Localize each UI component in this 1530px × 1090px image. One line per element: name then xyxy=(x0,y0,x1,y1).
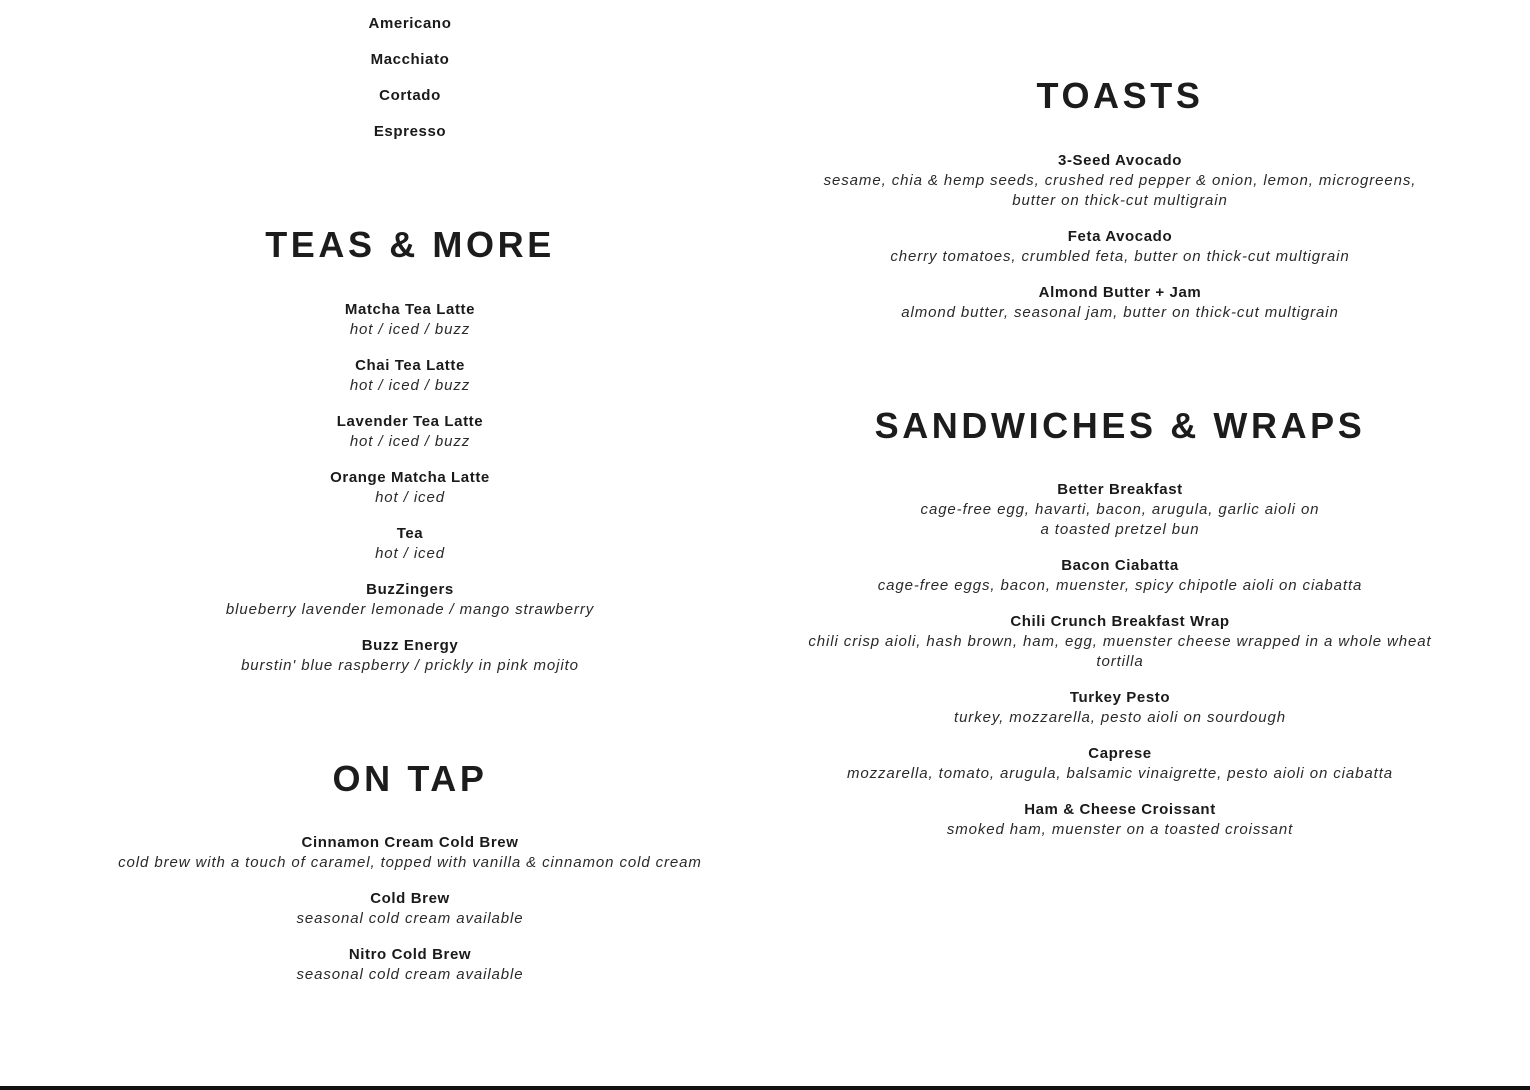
menu-item-name: Caprese xyxy=(1088,745,1152,762)
menu-item-description: hot / iced xyxy=(375,545,445,562)
menu-item-description: chili crisp aioli, hash brown, ham, egg, muenster cheese wrapped in a whole wheat xyxy=(808,633,1432,650)
menu-item-description: tortilla xyxy=(1096,653,1144,670)
section-heading-on-tap: ON TAP xyxy=(332,758,488,799)
menu-item-name: BuzZingers xyxy=(366,581,454,598)
menu-item-name: Orange Matcha Latte xyxy=(330,469,490,486)
menu-item-name: Feta Avocado xyxy=(1067,228,1173,245)
menu-item-name: Tea xyxy=(396,525,424,542)
menu-item-name: Better Breakfast xyxy=(1057,481,1183,498)
section-heading-toasts: TOASTS xyxy=(1036,75,1204,116)
menu-item-name: Ham & Cheese Croissant xyxy=(1024,801,1216,818)
menu-item-name: Chili Crunch Breakfast Wrap xyxy=(1010,613,1230,630)
menu-item-description: turkey, mozzarella, pesto aioli on sourdough xyxy=(954,709,1286,726)
menu-item-description: smoked ham, muenster on a toasted croissant xyxy=(946,821,1294,838)
menu-item-name: Cinnamon Cream Cold Brew xyxy=(301,834,519,851)
section-heading-sandwiches-wraps: SANDWICHES & WRAPS xyxy=(874,405,1366,446)
menu-item-name: Nitro Cold Brew xyxy=(348,946,472,963)
menu-item-name: Americano xyxy=(368,15,452,32)
menu-item-description: seasonal cold cream available xyxy=(296,966,524,983)
menu-item-description: cherry tomatoes, crumbled feta, butter on thick-cut multigrain xyxy=(890,248,1350,265)
menu-item-name: Almond Butter + Jam xyxy=(1038,284,1202,301)
menu-item-description: mozzarella, tomato, arugula, balsamic vinaigrette, pesto aioli on ciabatta xyxy=(846,765,1394,782)
section-heading-teas-more: TEAS & MORE xyxy=(265,224,555,265)
menu-item-description: burstin' blue raspberry / prickly in pink mojito xyxy=(241,657,579,674)
menu-item-description: blueberry lavender lemonade / mango strawberry xyxy=(225,601,595,618)
menu-item-name: Bacon Ciabatta xyxy=(1061,557,1179,574)
menu-item-name: Turkey Pesto xyxy=(1069,689,1171,706)
menu-item-description: a toasted pretzel bun xyxy=(1040,521,1200,538)
menu-item-description: seasonal cold cream available xyxy=(296,910,524,927)
menu-item-name: Cold Brew xyxy=(370,890,450,907)
bottom-divider xyxy=(0,1086,1530,1090)
menu-item-description: cage-free eggs, bacon, muenster, spicy chipotle aioli on ciabatta xyxy=(877,577,1363,594)
menu-item-name: Espresso xyxy=(373,123,447,140)
menu-item-name: Chai Tea Latte xyxy=(355,357,465,374)
menu-item-description: cold brew with a touch of caramel, topped with vanilla & cinnamon cold cream xyxy=(118,854,702,871)
menu-item-description: almond butter, seasonal jam, butter on thick-cut multigrain xyxy=(901,304,1339,321)
menu-item-description: hot / iced / buzz xyxy=(349,433,471,450)
menu-item-name: Cortado xyxy=(379,87,441,104)
menu-item-description: hot / iced / buzz xyxy=(349,321,471,338)
menu-item-name: Lavender Tea Latte xyxy=(336,413,484,430)
menu-item-description: butter on thick-cut multigrain xyxy=(1012,192,1228,209)
menu-item-name: Macchiato xyxy=(370,51,450,68)
menu-item-description: hot / iced / buzz xyxy=(349,377,471,394)
menu-item-description: hot / iced xyxy=(375,489,445,506)
menu-item-description: cage-free egg, havarti, bacon, arugula, garlic aioli on xyxy=(920,501,1320,518)
menu-item-name: Buzz Energy xyxy=(361,637,459,654)
menu-item-name: Matcha Tea Latte xyxy=(344,301,476,318)
menu-item-name: 3-Seed Avocado xyxy=(1058,152,1182,169)
menu-item-description: sesame, chia & hemp seeds, crushed red pepper & onion, lemon, microgreens, xyxy=(823,172,1417,189)
